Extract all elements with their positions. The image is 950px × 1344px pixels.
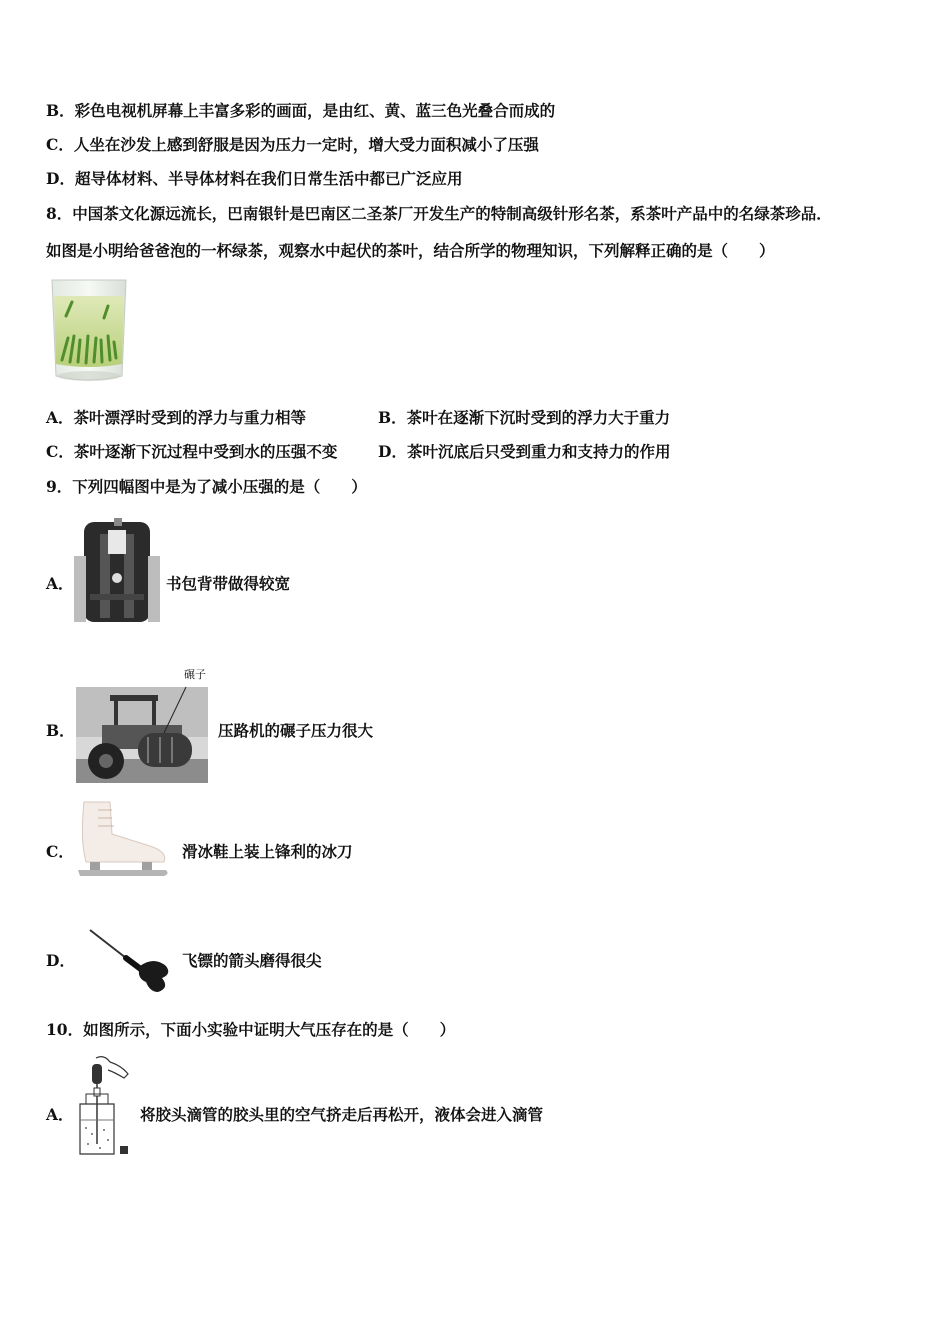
q8-option-d xyxy=(378,441,670,463)
option-text: 超导体材料、半导体材料在我们日常生活中都已广泛应用 xyxy=(74,169,463,188)
option-label: A． xyxy=(46,408,74,427)
option-label: B． xyxy=(378,408,407,427)
q9-option-c-text: 滑冰鞋上装上锋利的冰刀 xyxy=(182,842,353,861)
q9-option-d-text: 飞镖的箭头磨得很尖 xyxy=(182,951,322,970)
option-d-prev xyxy=(46,168,462,190)
dart-image xyxy=(84,926,176,1000)
q8-stem-line2: 如图是小明给爸爸泡的一杯绿茶，观察水中起伏的茶叶，结合所学的物理知识，下列解释正确的是（ ） xyxy=(46,241,775,260)
ice-skate-image xyxy=(76,800,172,884)
q10-option-a-text: 将胶头滴管的胶头里的空气挤走后再松开，液体会进入滴管 xyxy=(140,1105,544,1124)
q9-option-b-text: 压路机的碾子压力很大 xyxy=(218,721,374,740)
option-text: 茶叶沉底后只受到重力和支持力的作用 xyxy=(406,442,671,461)
q10-stem: 10．如图所示，下面小实验中证明大气压存在的是（ ） xyxy=(46,1020,456,1039)
backpack-image xyxy=(74,516,160,630)
option-text: 茶叶在逐渐下沉时受到的浮力大于重力 xyxy=(406,408,671,427)
q9-option-c-label: C． xyxy=(46,842,74,861)
option-label: C． xyxy=(46,135,74,154)
option-text: 茶叶漂浮时受到的浮力与重力相等 xyxy=(73,408,307,427)
q9-option-a-label: A． xyxy=(46,574,74,593)
option-text: 彩色电视机屏幕上丰富多彩的画面，是由红、黄、蓝三色光叠合而成的 xyxy=(74,101,556,120)
road-roller-image xyxy=(76,667,208,787)
option-text: 人坐在沙发上感到舒服是因为压力一定时，增大受力面积减小了压强 xyxy=(73,135,539,154)
q9-option-b-label: B． xyxy=(46,721,75,740)
q8-option-b xyxy=(378,407,670,429)
option-label: C． xyxy=(46,442,74,461)
option-label: D． xyxy=(46,169,75,188)
q10-option-a-label: A． xyxy=(46,1105,74,1124)
q9-stem: 9．下列四幅图中是为了减小压强的是（ ） xyxy=(46,477,367,496)
option-text: 茶叶逐渐下沉过程中受到水的压强不变 xyxy=(73,442,338,461)
roller-caption: 碾子 xyxy=(184,668,206,681)
option-b-prev xyxy=(46,100,555,122)
q8-option-c xyxy=(46,441,337,463)
option-c-prev xyxy=(46,134,539,156)
q9-option-a-text: 书包背带做得较宽 xyxy=(166,574,291,593)
option-label: D． xyxy=(378,442,407,461)
q9-option-d-label: D． xyxy=(46,951,75,970)
option-label: B． xyxy=(46,101,75,120)
dropper-experiment-image xyxy=(74,1054,134,1166)
green-tea-cup-image xyxy=(46,276,132,390)
q8-option-a xyxy=(46,407,306,429)
q8-stem-line1: 8．中国茶文化源远流长，巴南银针是巴南区二圣茶厂开发生产的特制高级针形名茶，系茶叶产品中的名绿茶珍品． xyxy=(46,204,832,223)
